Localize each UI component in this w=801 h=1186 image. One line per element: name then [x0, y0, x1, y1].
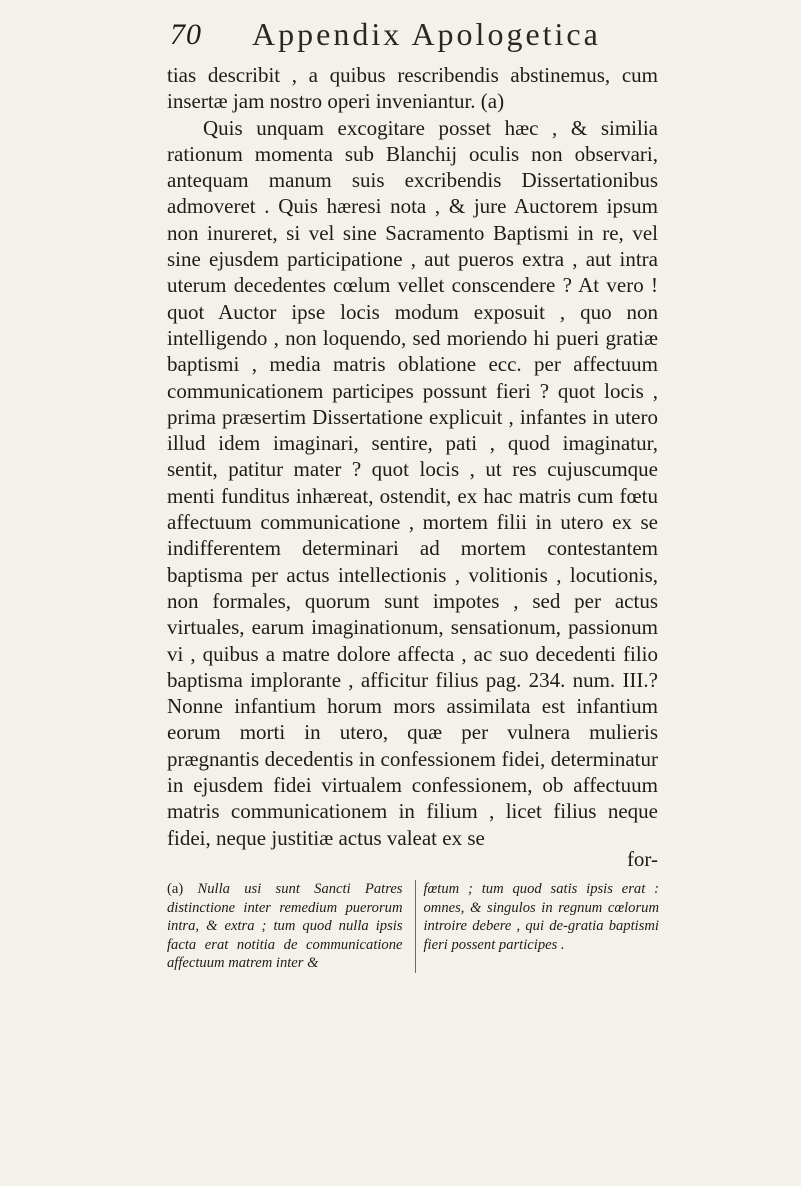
footnote-column-right	[415, 880, 660, 973]
main-text	[167, 62, 658, 851]
footnote	[167, 880, 659, 973]
page-header	[0, 12, 801, 60]
footnote-column-left	[167, 880, 403, 973]
footnote-text-left: Nulla usi sunt Sancti Patres distinctione inter remedium puerorum intra, & extra ; tum quod nulla ipsis facta erat notitia de communicatione affectuum matrem inter &	[167, 881, 403, 972]
footnote-text-right: fœtum ; tum quod satis ipsis erat : omnes, & singulos in regnum cœlorum introire debere , qui de-gratia baptismi fieri possent participes .	[423, 881, 659, 953]
running-title: Appendix Apologetica	[252, 16, 601, 52]
page-number: 70	[170, 18, 202, 51]
paragraph: Quis unquam excogitare posset hæc , & similia rationum momenta sub Blanchij oculis non observari, antequam manum suis excribendis Dissertationibus admoveret . Quis hæresi nota , & jure Auctorem ipsum non inureret, si vel sine Sacramento Baptismi in re, vel sine ejusdem participatione , aut pueros extra , aut intra uterum decedentes cœlum vellet conscendere ? At vero ! quot Auctor ipse locis modum exposuit , quo non intelligendo , non loquendo, sed moriendo hi pueri gratiæ baptismi , media matris oblatione ecc. per affectuum communicationem participes possunt fieri ? quot locis , prima præsertim Dissertatione explicuit , infantes in utero illud idem imaginari, sentire, pati , quod imaginatur, sentit, patitur mater ? quot locis , ut res cujuscumque menti funditus inhæreat, ostendit, ex hac matris cum fœtu affectuum communicatione , mortem filii in utero ex se indifferentem determinari ad mortem contestantem baptisma per actus intellectionis , volitionis , locutionis, non formales, quorum sunt impotes , sed per actus virtuales, earum imaginationum, sensationum, passionum vi , quibus a matre dolore affecta , ac suo decedenti filio baptisma implorante , afficitur filius pag. 234. num. III.? Nonne infantium horum mors assimilata est infantium eorum morti in utero, quæ per vulnera mulieris prægnantis decedentis in confessionem fidei, determinatur in ejusdem fidei virtualem confessionem, ob affectuum matris communicationem in filium , licet filius neque fidei, neque justitiæ actus valeat ex se	[167, 115, 658, 850]
catchword: for-	[626, 847, 658, 871]
footnote-mark: (a)	[167, 881, 184, 897]
paragraph-continued: tias describit , a quibus rescribendis abstinemus, cum insertæ jam nostro operi inveniantur. (a)	[167, 63, 658, 114]
